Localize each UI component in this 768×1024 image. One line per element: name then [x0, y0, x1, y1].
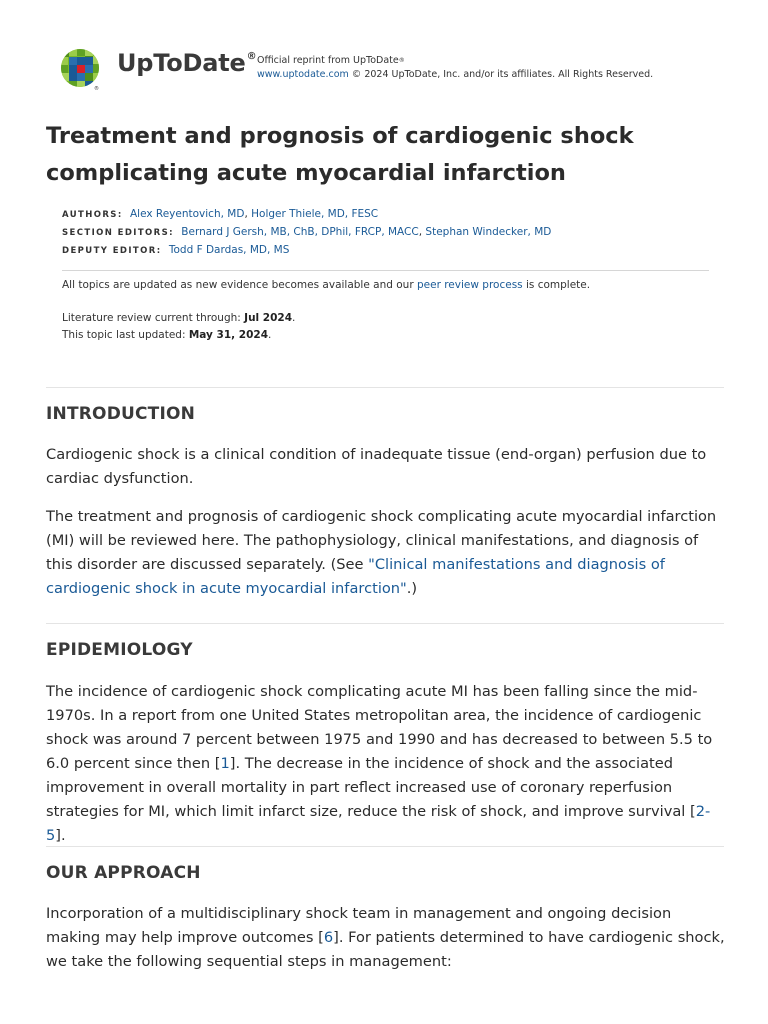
uptodate-link[interactable]: www.uptodate.com [257, 69, 349, 80]
paragraph: The incidence of cardiogenic shock complicating acute MI has been falling since the mid-1970s. In a report from one United States metropolitan area, the incidence of cardiogenic shock was around 7 percent between 1975 and 1990 and has decreased to between 5.5 to 6.0 percent since then [1]. The decrease in the incidence of shock and the associated improvement in overall mortality in part reflect increased use of coronary reperfusion strategies for MI, which limit infarct size, reduce the risk of shock, and improve survival [2-5]. [46, 683, 713, 844]
update-notice: All topics are updated as new evidence becomes available and our peer review process is complete. [62, 279, 591, 291]
review-dates: Literature review current through: Jul 2024. This topic last updated: May 31, 2024. [62, 312, 296, 341]
page-header [60, 46, 720, 90]
authors-line: AUTHORS: Alex Reyentovich, MD, Holger Thiele, MD, FESC [62, 208, 379, 220]
literature-review-date: Jul 2024 [244, 312, 293, 324]
paragraph: Cardiogenic shock is a clinical condition of inadequate tissue (end-organ) perfusion due to cardiac dysfunction. [46, 446, 707, 487]
author-link[interactable]: Holger Thiele, MD, FESC [251, 208, 379, 220]
section-heading-introduction: INTRODUCTION [46, 404, 196, 424]
author-link[interactable]: Alex Reyentovich, MD [129, 208, 245, 220]
svg-text:®: ® [94, 86, 99, 90]
section-divider [46, 846, 724, 847]
paragraph: Incorporation of a multidisciplinary shock team in management and ongoing decision making may help improve outcomes [6]. For patients determined to have cardiogenic shock, we take the following sequential steps in management: [46, 905, 725, 970]
section-divider [46, 623, 724, 624]
brand-name: UpToDate® [117, 49, 257, 77]
topic-link[interactable]: "Clinical manifestations and diagnosis of cardiogenic shock in acute myocardial infarction" [46, 556, 665, 597]
divider [62, 270, 709, 271]
reference-link[interactable]: 2-5 [46, 803, 711, 844]
section-editors-line: SECTION EDITORS: Bernard J Gersh, MB, ChB, DPhil, FRCP, MACC, Stephan Windecker, MD [62, 226, 552, 238]
deputy-editor-line: DEPUTY EDITOR: Todd F Dardas, MD, MS [62, 244, 290, 256]
reference-link[interactable]: 1 [220, 755, 230, 772]
deputy-editor-link[interactable]: Todd F Dardas, MD, MS [168, 244, 290, 256]
topic-credits [62, 206, 551, 260]
reprint-notice: Official reprint from UpToDate® www.uptodate.com © 2024 UpToDate, Inc. and/or its affiliates. All Rights Reserved. [257, 55, 654, 80]
section-divider [46, 387, 724, 388]
section-heading-our-approach: OUR APPROACH [46, 863, 201, 883]
last-updated-date: May 31, 2024 [188, 329, 269, 341]
paragraph: The treatment and prognosis of cardiogenic shock complicating acute myocardial infarction (MI) will be reviewed here. The pathophysiology, clinical manifestations, and diagnosis of this disorder are discussed separately. (See "Clinical manifestations and diagnosis of cardiogenic shock in acute myocardial infarction".) [46, 508, 717, 597]
uptodate-globe-logo-icon[interactable] [60, 48, 102, 90]
reference-link[interactable]: 6 [323, 929, 334, 946]
editor-link[interactable]: Stephan Windecker, MD [425, 226, 552, 238]
editor-link[interactable]: Bernard J Gersh, MB, ChB, DPhil, FRCP, MACC [181, 226, 419, 238]
peer-review-link[interactable]: peer review process [416, 279, 523, 291]
page-title: Treatment and prognosis of cardiogenic shock complicating acute myocardial infarction [46, 123, 634, 186]
section-heading-epidemiology: EPIDEMIOLOGY [46, 640, 193, 660]
